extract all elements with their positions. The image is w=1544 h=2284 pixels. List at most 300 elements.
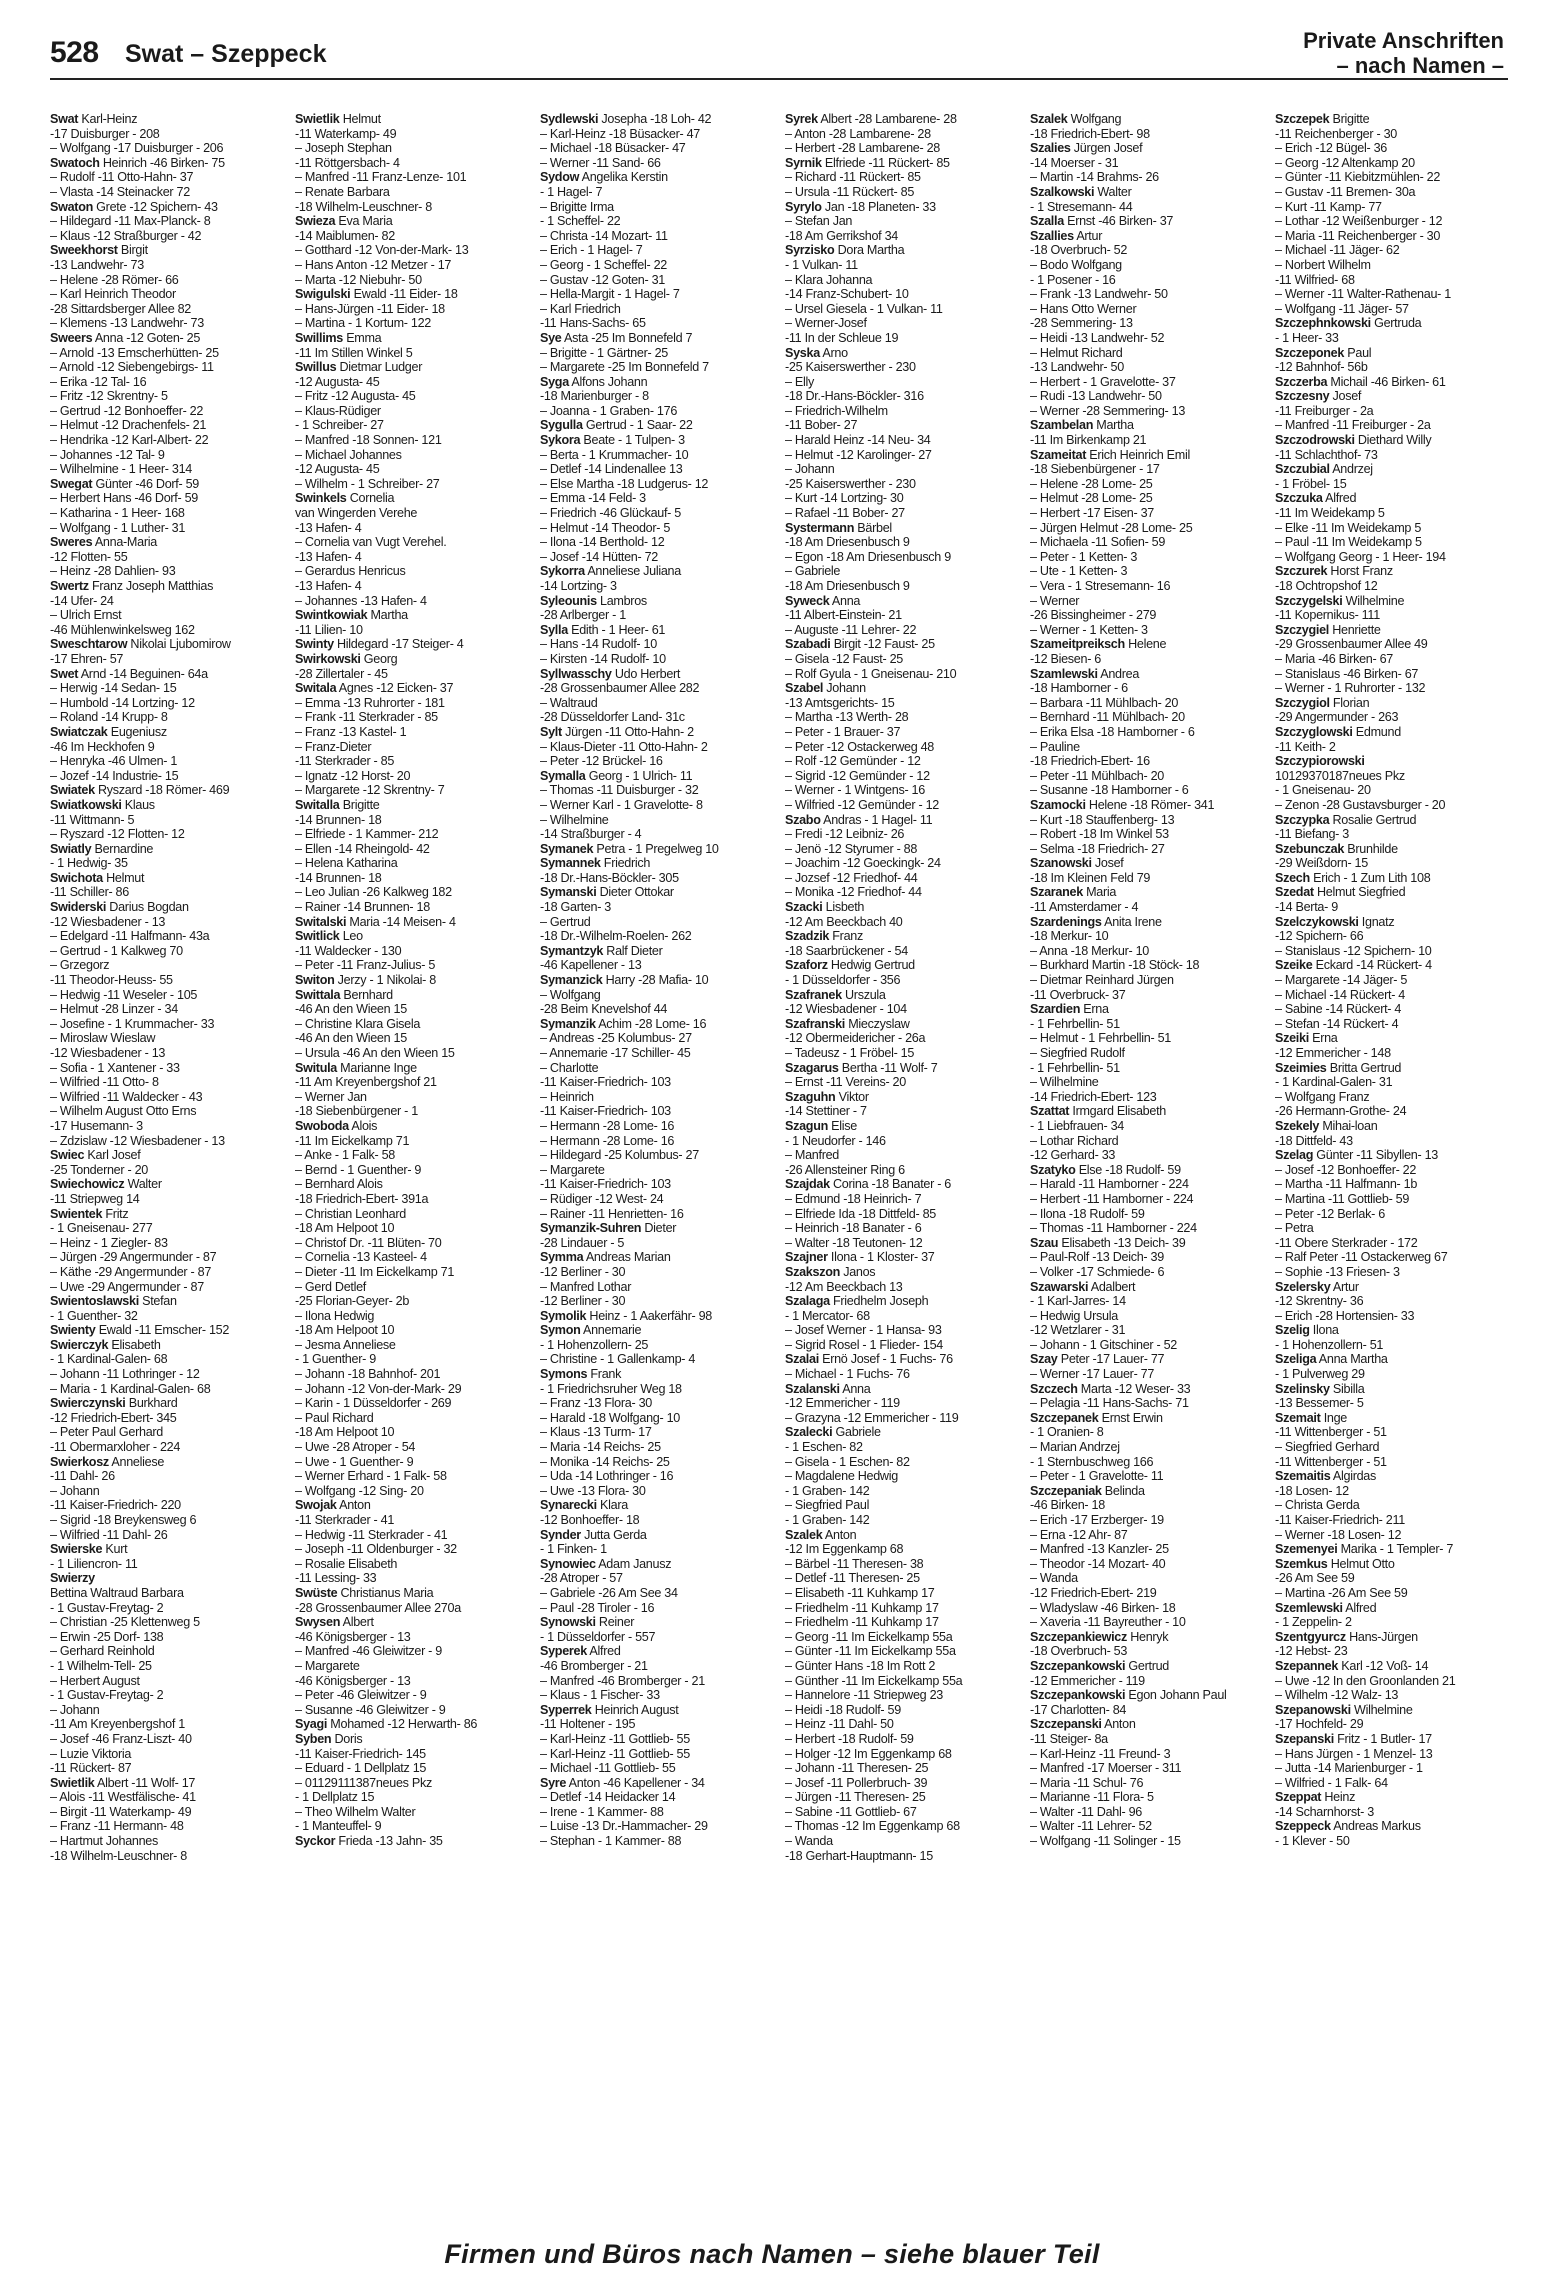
directory-entry: – Erika Elsa -18 Hamborner - 6 [1030,724,1195,739]
directory-entry: -11 Im Eickelkamp 71 [295,1133,410,1148]
directory-entry: – Erwin -25 Dorf- 138 [50,1629,164,1644]
directory-entry: – Wilhelmine [540,812,609,827]
directory-entry: - 1 Mercator- 68 [785,1308,870,1323]
directory-entry: Szczygiel Henriette [1275,622,1381,637]
directory-entry: -18 Dr.-Hans-Böckler- 316 [785,389,924,404]
directory-entry: -12 Bonhoeffer- 18 [540,1513,640,1527]
directory-entry: -14 Straßburger - 4 [540,827,642,842]
directory-entry: -29 Angermunder - 263 [1275,710,1399,725]
directory-entry: Szameitat Erich Heinrich Emil [1030,447,1190,462]
directory-entry: – Gertrud - 1 Kalkweg 70 [50,943,183,958]
directory-column-4 [785,112,1023,2242]
section-heading-line2: – nach Namen – [1336,53,1504,78]
directory-entry: – Monika -14 Reichs- 25 [540,1454,670,1469]
directory-entry: Bettina Waltraud Barbara [50,1585,184,1600]
directory-entry: – Paul -28 Tiroler - 16 [540,1600,655,1615]
directory-entry: Swichota Helmut [50,870,145,885]
directory-entry: -28 Zillertaler - 45 [295,666,388,681]
directory-entry: Sweers Anna -12 Goten- 25 [50,330,201,345]
directory-entry: -18 Siebenbürgener - 17 [1030,462,1160,477]
directory-entry: Szajdak Corina -18 Banater - 6 [785,1177,952,1192]
directory-entry: Szalek Anton [785,1527,857,1542]
directory-entry: – Manfred -17 Moerser - 311 [1030,1761,1182,1776]
directory-entry: – Elly [785,374,814,389]
directory-entry: -11 Freiburger - 2a [1275,403,1374,418]
directory-entry: – Roland -14 Krupp- 8 [50,710,168,725]
directory-entry: -17 Charlotten- 84 [1030,1702,1127,1717]
directory-entry: – Pauline [1030,739,1080,754]
directory-entry: - 1 Fehrbellin- 51 [1030,1060,1120,1075]
directory-entry: – Klemens -13 Landwehr- 73 [50,316,204,331]
directory-entry: – Wolfgang - 1 Luther- 31 [50,520,186,535]
directory-entry: – Peter - 1 Brauer- 37 [785,724,901,739]
directory-entry: Swierzy [50,1571,95,1586]
directory-entry: – Wilfried -11 Waldecker - 43 [50,1089,203,1104]
directory-entry: – Werner - 1 Ruhrorter - 132 [1275,681,1426,696]
directory-entry: – Uda -14 Lothringer - 16 [540,1469,674,1484]
directory-entry: Szaguhn Viktor [785,1089,869,1104]
directory-entry: – Susanne -46 Gleiwitzer - 9 [295,1702,446,1717]
directory-entry: – Hildegard -11 Max-Planck- 8 [50,214,211,229]
directory-entry: – Helmut -14 Theodor- 5 [540,520,671,535]
directory-entry: -11 Im Stillen Winkel 5 [295,345,413,360]
directory-entry: Symon Annemarie [540,1323,642,1338]
directory-entry: – Christa Gerda [1275,1498,1360,1513]
directory-entry: – Xaveria -11 Bayreuther - 10 [1030,1615,1186,1630]
directory-entry: Syga Alfons Johann [540,374,648,389]
directory-entry: -18 Dittfeld- 43 [1275,1133,1353,1148]
directory-entry: -18 Siebenbürgener - 1 [295,1104,418,1119]
directory-entry: Szattat Irmgard Elisabeth [1030,1104,1166,1119]
directory-entry: – Wilhelmine - 1 Heer- 314 [50,462,192,477]
directory-entry: – Ilona -18 Rudolf- 59 [1030,1206,1145,1221]
directory-entry: -12 Berliner - 30 [540,1294,626,1309]
directory-entry: – Karl-Heinz -11 Gottlieb- 55 [540,1731,690,1746]
directory-entry: Szemenyei Marika - 1 Templer- 7 [1275,1542,1454,1557]
directory-entry: – Gerhard Reinhold [50,1644,155,1659]
directory-entry: -18 Garten- 3 [540,900,611,915]
directory-entry: – Christian Leonhard [295,1206,406,1221]
directory-entry: Swietlik Albert -11 Wolf- 17 [50,1775,196,1790]
directory-entry: – Hans -14 Rudolf- 10 [540,637,657,652]
directory-entry: Switalski Maria -14 Meisen- 4 [295,914,456,929]
directory-entry: – Heidi -18 Rudolf- 59 [785,1702,901,1717]
directory-entry: – Johann -18 Bahnhof- 201 [295,1367,441,1382]
directory-entry: – Christof Dr. -11 Blüten- 70 [295,1235,442,1250]
directory-entry: Szeliga Anna Martha [1275,1352,1388,1367]
directory-entry: – Peter - 1 Ketten- 3 [1030,549,1138,564]
directory-entry: – Dieter -11 Im Eickelkamp 71 [295,1264,455,1279]
directory-entry: – Jürgen Helmut -28 Lome- 25 [1030,520,1193,535]
directory-entry: – Jenö -12 Styrumer - 88 [785,841,918,856]
directory-entry: -18 Dr.-Wilhelm-Roelen- 262 [540,929,692,944]
directory-entry: Szepannek Karl -12 Voß- 14 [1275,1658,1429,1673]
directory-entry: – Franz -13 Flora- 30 [540,1396,652,1411]
directory-entry: Swintkowiak Martha [295,608,408,623]
directory-entry: – Elfriede - 1 Kammer- 212 [295,827,439,842]
directory-entry: – Ellen -14 Rheingold- 42 [295,841,430,856]
directory-entry: -13 Amtsgerichts- 15 [785,695,895,710]
directory-entry: -26 Bissingheimer - 279 [1030,608,1157,623]
directory-entry: – Herbert -17 Eisen- 37 [1030,506,1155,521]
directory-entry: -46 Birken- 18 [1030,1498,1105,1513]
directory-entry: -18 Saarbrückener - 54 [785,943,908,958]
directory-entry: Sye Asta -25 Im Bonnefeld 7 [540,330,693,345]
directory-entry: Szczepankowski Egon Johann Paul [1030,1688,1227,1703]
directory-entry: -17 Ehren- 57 [50,651,124,666]
directory-entry: Swiatly Bernardine [50,841,154,856]
directory-entry: Szemkus Helmut Otto [1275,1556,1395,1571]
directory-entry: – Gisela - 1 Eschen- 82 [785,1454,910,1469]
directory-entry: – Burkhard Martin -18 Stöck- 18 [1030,958,1200,973]
directory-entry: - 1 Hagel- 7 [540,184,603,199]
directory-entry: – Peter -46 Gleiwitzer - 9 [295,1688,427,1703]
directory-entry: Swiechowicz Walter [50,1177,162,1192]
directory-entry: -25 Tonderner - 20 [50,1162,148,1177]
directory-entry: Szanowski Josef [1030,856,1124,871]
directory-entry: -11 Theodor-Heuss- 55 [50,973,173,988]
directory-entry: -13 Hafen- 4 [295,549,362,564]
directory-entry: – Manfred Lothar [540,1279,632,1294]
directory-entry: Swietlik Helmut [295,112,381,126]
directory-entry: -11 Röttgersbach- 4 [295,155,400,170]
directory-entry: – Joachim -12 Goeckingk- 24 [785,856,941,871]
directory-entry: – Elke -11 Im Weidekamp 5 [1275,520,1422,535]
directory-entry: -17 Husemann- 3 [50,1118,143,1133]
directory-entry: – Hermann -28 Lome- 16 [540,1118,675,1133]
directory-entry: -14 Brunnen- 18 [295,812,382,827]
directory-entry: – 01129111387neues Pkz [295,1775,432,1790]
directory-entry: – Bärbel -11 Theresen- 38 [785,1556,924,1571]
directory-entry: -46 Königsberger - 13 [295,1673,411,1688]
directory-entry: – Manfred [785,1148,840,1163]
footer-note: Firmen und Büros nach Namen – siehe blauer Teil [444,2239,1100,2269]
directory-entry: – Helmut -12 Drachenfels- 21 [50,418,207,433]
directory-entry: – Norbert Wilhelm [1275,257,1371,272]
directory-entry: – Pelagia -11 Hans-Sachs- 71 [1030,1396,1189,1411]
directory-entry: -12 Bahnhof- 56b [1275,360,1368,375]
directory-entry: -12 Berliner - 30 [540,1264,626,1279]
directory-entry: -13 Landwehr- 50 [1030,360,1124,375]
directory-entry: – Wolfgang Georg - 1 Heer- 194 [1275,549,1446,564]
directory-entry: – Else Martha -18 Ludgerus- 12 [540,476,709,491]
directory-entry: -11 Im Weidekamp 5 [1275,506,1385,521]
directory-entry: Swiatek Ryszard -18 Römer- 469 [50,783,230,798]
directory-entry: – Erich -17 Erzberger- 19 [1030,1513,1164,1527]
directory-entry: -18 Hamborner - 6 [1030,681,1128,696]
directory-entry: Syska Arno [785,345,848,360]
directory-entry: Szczepaniak Belinda [1030,1483,1145,1498]
directory-entry: – Werner-Josef [785,316,867,331]
directory-entry: – Manfred -11 Franz-Lenze- 101 [295,170,467,185]
page-title: Swat – Szeppeck [125,40,327,68]
directory-entry: – Selma -18 Friedrich- 27 [1030,841,1165,856]
directory-entry: – Detlef -14 Lindenallee 13 [540,462,683,477]
directory-entry: – Hedwig -11 Sterkrader - 41 [295,1527,448,1542]
directory-entry: – Erich -12 Bügel- 36 [1275,141,1388,156]
directory-entry: – Erna -12 Ahr- 87 [1030,1527,1128,1542]
directory-entry: – Birgit -11 Waterkamp- 49 [50,1804,192,1819]
directory-entry: – Wilfried -12 Gemünder - 12 [785,797,939,812]
directory-entry: – Werner -18 Losen- 12 [1275,1527,1402,1542]
directory-entry: – Ignatz -12 Horst- 20 [295,768,411,783]
directory-entry: - 1 Gustav-Freytag- 2 [50,1688,164,1703]
directory-entry: – Rüdiger -12 West- 24 [540,1191,664,1206]
directory-entry: – Ralf Peter -11 Ostackerweg 67 [1275,1250,1448,1265]
directory-entry: – Jürgen -29 Angermunder - 87 [50,1250,217,1265]
directory-entry: – Klaus - 1 Fischer- 33 [540,1688,660,1703]
directory-entry: – Thomas -12 Im Eggenkamp 68 [785,1819,960,1834]
directory-entry: -11 Obermarxloher - 224 [50,1440,181,1455]
directory-entry: -17 Duisburger - 208 [50,126,160,141]
directory-entry: -12 Am Beeckbach 13 [785,1279,903,1294]
directory-entry: – Wanda [1030,1571,1078,1586]
directory-entry: -13 Hafen- 4 [295,520,362,535]
directory-entry: – Klaus-Rüdiger [295,403,381,418]
directory-entry: -12 Augusta- 45 [295,374,380,389]
directory-entry: Szabo Andras - 1 Hagel- 11 [785,812,933,827]
directory-entry: -11 Am Kreyenbergshof 1 [50,1717,185,1732]
directory-entry: - 1 Wilhelm-Tell- 25 [50,1658,152,1673]
directory-entry: Szczech Marta -12 Weser- 33 [1030,1381,1191,1396]
directory-entry: – Hans Anton -12 Metzer - 17 [295,257,452,272]
directory-entry: – Brigitte Irma [540,199,614,214]
directory-entry: Szallies Artur [1030,228,1103,243]
directory-entry: - 1 Neudorfer - 146 [785,1133,886,1148]
directory-entry: -11 Holtener - 195 [540,1717,636,1732]
directory-entry: -46 An den Wieen 15 [295,1031,407,1046]
directory-entry: – Margarete -12 Skrentny- 7 [295,783,445,798]
directory-entry: Szczepek Brigitte [1275,112,1370,126]
directory-entry: – Harald Heinz -14 Neu- 34 [785,433,931,448]
directory-entry: Szelig Ilona [1275,1323,1339,1338]
directory-entry: -11 Lilien- 10 [295,622,363,637]
directory-entry: – Josefine - 1 Krummacher- 33 [50,1016,215,1031]
directory-entry: -12 Friedrich-Ebert- 219 [1030,1585,1157,1600]
directory-entry: – Hannelore -11 Striepweg 23 [785,1688,943,1703]
directory-entry: -28 Atroper - 57 [540,1571,623,1586]
directory-entry: – Barbara -11 Mühlbach- 20 [1030,695,1179,710]
directory-entry: -18 Am Helpoot 10 [295,1425,395,1440]
directory-entry: – Ulrich Ernst [50,608,122,623]
directory-entry: Szeppeck Andreas Markus [1275,1819,1421,1834]
directory-entry: -12 Emmericher - 119 [1030,1673,1145,1688]
directory-entry: Syperek Alfred [540,1644,621,1659]
directory-entry: – Detlef -14 Heidacker 14 [540,1790,676,1805]
directory-entry: Sweschtarow Nikolai Ljubomirow [50,637,231,652]
directory-entry: Szalkowski Walter [1030,184,1132,199]
directory-entry: – Arnold -12 Siebengebirgs- 11 [50,360,214,375]
directory-entry: – Erich -28 Hortensien- 33 [1275,1308,1415,1323]
directory-entry: – Johann -11 Theresen- 25 [785,1761,929,1776]
directory-entry: – Rolf Gyula - 1 Gneisenau- 210 [785,666,957,681]
directory-entry: – Johann [50,1702,100,1717]
directory-column-2 [295,112,533,2242]
directory-entry: Syckor Frieda -13 Jahn- 35 [295,1834,443,1849]
directory-entry: Syrnik Elfriede -11 Rückert- 85 [785,155,950,170]
directory-entry: – Heinrich [540,1089,594,1104]
directory-entry: Szeiki Erna [1275,1031,1338,1046]
directory-entry: - 1 Pulverweg 29 [1275,1367,1365,1382]
directory-entry: – Friedhelm -11 Kuhkamp 17 [785,1615,939,1630]
directory-entry: Swojak Anton [295,1498,371,1513]
directory-entry: Swillims Emma [295,330,382,345]
directory-entry: – Manfred -18 Sonnen- 121 [295,433,442,448]
directory-entry: – Irene - 1 Kammer- 88 [540,1804,664,1819]
directory-entry: Szajner Ilona - 1 Kloster- 37 [785,1250,935,1265]
directory-entry: - 1 Graben- 142 [785,1513,870,1527]
directory-entry: – Grazyna -12 Emmericher - 119 [785,1410,959,1425]
directory-entry: – Josef -11 Pollerbruch- 39 [785,1775,928,1790]
directory-entry: – Karl Friedrich [540,301,621,316]
directory-entry: – Bernd - 1 Guenther- 9 [295,1162,422,1177]
directory-entry: – Gabriele -26 Am See 34 [540,1585,678,1600]
directory-entry: – Humbold -14 Lortzing- 12 [50,695,195,710]
directory-entry: -14 Maiblumen- 82 [295,228,395,243]
directory-entry: -11 Kopernikus- 111 [1275,608,1380,623]
directory-entry: Swat Karl-Heinz [50,112,138,126]
directory-entry: – Detlef -11 Theresen- 25 [785,1571,920,1586]
page-header [50,28,1504,76]
directory-entry: - 1 Sternbuschweg 166 [1030,1454,1154,1469]
directory-entry: – Sigrid Rosel - 1 Flieder- 154 [785,1337,943,1352]
directory-entry: Szczubial Andrzej [1275,462,1373,477]
directory-entry: – Werner -28 Semmering- 13 [1030,403,1186,418]
directory-entry: – Hedwig Ursula [1030,1308,1118,1323]
directory-entry: – Walter -11 Dahl- 96 [1030,1804,1142,1819]
directory-entry: – Jutta -14 Marienburger - 1 [1275,1761,1423,1776]
directory-entry: – Manfred -46 Gleiwitzer - 9 [295,1644,442,1659]
directory-entry: – Magdalene Hedwig [785,1469,898,1484]
directory-entry: van Wingerden Verehe [295,506,418,521]
directory-entry: – Werner -11 Walter-Rathenau- 1 [1275,287,1451,302]
directory-entry: -29 Grossenbaumer Allee 49 [1275,637,1428,652]
directory-entry: – Walter -11 Lehrer- 52 [1030,1819,1152,1834]
directory-entry: -11 Lessing- 33 [295,1571,377,1586]
directory-entry: - 1 Fröbel- 15 [1275,476,1347,491]
directory-entry: – Helene -28 Römer- 66 [50,272,179,287]
directory-entry: -18 Am Gerrikshof 34 [785,228,898,243]
directory-entry: – Wolfgang -17 Duisburger - 206 [50,141,224,156]
directory-entry: – Bernhard -11 Mühlbach- 20 [1030,710,1185,725]
directory-entry: Symolik Heinz - 1 Aakerfähr- 98 [540,1308,712,1323]
directory-entry: -28 Arlberger - 1 [540,608,626,623]
directory-entry: – Edelgard -11 Halfmann- 43a [50,929,210,944]
directory-entry: – Ilona Hedwig [295,1308,375,1323]
directory-entry: – Waltraud [540,695,598,710]
directory-entry: -11 Bober- 27 [785,418,858,433]
directory-entry: -14 Franz-Schubert- 10 [785,287,909,302]
directory-entry: – Manfred -11 Freiburger - 2a [1275,418,1431,433]
directory-entry: – Helmut -28 Lome- 25 [1030,491,1153,506]
directory-entry: – Gisela -12 Faust- 25 [785,651,903,666]
directory-entry: -11 Steiger- 8a [1030,1731,1108,1746]
directory-entry: – Stanislaus -12 Spichern- 10 [1275,943,1432,958]
directory-entry: - 1 Guenther- 9 [295,1352,376,1367]
directory-entry: -11 Waldecker - 130 [295,943,402,958]
directory-entry: – Luzie Viktoria [50,1746,132,1761]
directory-entry: Swinkels Cornelia [295,491,395,506]
directory-entry: – Michael -14 Rückert- 4 [1275,987,1405,1002]
directory-entry: Swysen Albert [295,1615,374,1630]
directory-entry: -11 Wittmann- 5 [50,812,135,827]
directory-entry: – Sofia - 1 Xantener - 33 [50,1060,180,1075]
directory-entry: -11 Kaiser-Friedrich- 211 [1275,1513,1405,1527]
directory-entry: -12 Friedrich-Ebert- 345 [50,1410,177,1425]
directory-entry: – Heidi -13 Landwehr- 52 [1030,330,1165,345]
directory-entry: – Martina -11 Gottlieb- 59 [1275,1191,1410,1206]
directory-entry: Szemait Inge [1275,1410,1348,1425]
directory-entry: Szafranek Urszula [785,987,886,1002]
directory-entry: Symalla Georg - 1 Ulrich- 11 [540,768,693,783]
directory-entry: -12 Emmericher - 119 [785,1396,900,1411]
directory-entry: Symantzyk Ralf Dieter [540,943,663,958]
directory-entry: – Erika -12 Tal- 16 [50,374,147,389]
directory-entry: -18 Wilhelm-Leuschner- 8 [50,1848,187,1863]
directory-entry: – Gotthard -12 Von-der-Mark- 13 [295,243,469,258]
directory-entry: Swierczynski Burkhard [50,1396,178,1411]
directory-entry: Syperrek Heinrich August [540,1702,679,1717]
directory-entry: Sydow Angelika Kerstin [540,170,668,185]
directory-entry: – Christa -14 Mozart- 11 [540,228,668,243]
directory-entry: -11 Keith- 2 [1275,739,1336,754]
directory-entry: – Sigrid -12 Gemünder - 12 [785,768,930,783]
directory-entry: -12 Im Eggenkamp 68 [785,1542,904,1557]
directory-entry: – Christian -25 Klettenweg 5 [50,1615,200,1630]
directory-entry: Szaforz Hedwig Gertrud [785,958,915,973]
directory-entry: Syweck Anna [785,593,861,608]
directory-entry: -11 Obere Sterkrader - 172 [1275,1235,1418,1250]
directory-entry: -11 Sterkrader - 85 [295,754,395,769]
directory-entry: Szadzik Franz [785,929,863,944]
directory-entry: – Anke - 1 Falk- 58 [295,1148,396,1163]
directory-entry: – Karin - 1 Düsseldorfer - 269 [295,1396,452,1411]
directory-entry: Syben Doris [295,1731,363,1746]
directory-entry: -11 Kaiser-Friedrich- 220 [50,1498,181,1513]
directory-entry: – Herbert -18 Rudolf- 59 [785,1731,914,1746]
directory-entry: Szalanski Anna [785,1381,871,1396]
directory-entry: Szczyglowski Edmund [1275,724,1401,739]
directory-entry: – Wolfgang [540,987,601,1002]
directory-entry: – Klaus -13 Turm- 17 [540,1425,652,1440]
directory-entry: Szeike Eckard -14 Rückert- 4 [1275,958,1432,973]
directory-entry: Syleounis Lambros [540,593,647,608]
directory-entry: – Fritz -12 Augusta- 45 [295,389,416,404]
directory-entry: – Stephan - 1 Kammer- 88 [540,1834,682,1849]
directory-entry: – Käthe -29 Angermunder - 87 [50,1264,212,1279]
directory-entry: – Rainer -11 Henrietten- 16 [540,1206,684,1221]
directory-entry: – Franz -11 Hermann- 48 [50,1819,184,1834]
directory-entry: -12 Spichern- 66 [1275,929,1364,944]
directory-entry: – Siegfried Rudolf [1030,1046,1125,1060]
directory-entry: -12 Emmericher - 148 [1275,1046,1391,1060]
directory-entry: – Frank -13 Landwehr- 50 [1030,287,1168,302]
directory-entry: – Rolf -12 Gemünder - 12 [785,754,921,769]
directory-entry: – Anton -28 Lambarene- 28 [785,126,931,141]
directory-entry: Swientoslawski Stefan [50,1294,177,1309]
directory-entry: – Cornelia -13 Kasteel- 4 [295,1250,427,1265]
directory-entry: – Christine - 1 Gallenkamp- 4 [540,1352,696,1367]
directory-entry: – Paul-Rolf -13 Deich- 39 [1030,1250,1164,1265]
directory-entry: Synowski Reiner [540,1615,635,1630]
directory-entry: – Heinz -28 Dahlien- 93 [50,564,176,579]
directory-entry: – Maria -11 Schul- 76 [1030,1775,1144,1790]
directory-entry: – Gustav -11 Bremen- 30a [1275,184,1416,199]
directory-entry: Swertz Franz Joseph Matthias [50,579,214,593]
directory-entry: – Gertrud -12 Bonhoeffer- 22 [50,403,204,418]
directory-entry: Swegat Günter -46 Dorf- 59 [50,476,199,491]
directory-entry: – Eduard - 1 Dellplatz 15 [295,1761,427,1776]
